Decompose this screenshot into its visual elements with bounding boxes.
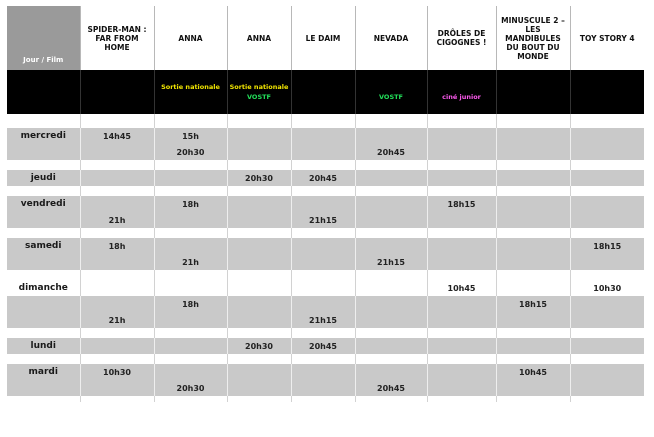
empty-cell: [291, 380, 355, 396]
empty-cell: [570, 338, 644, 354]
empty-cell: [80, 254, 154, 270]
spacer-cell: [427, 328, 496, 338]
empty-cell: [427, 296, 496, 312]
empty-cell: [227, 196, 291, 212]
empty-cell: [427, 212, 496, 228]
corner-label: Jour / Film: [7, 6, 80, 70]
release-info-band: [7, 70, 644, 114]
spacer-cell: [7, 396, 80, 402]
spacer-cell: [80, 228, 154, 238]
spacer-cell: [496, 228, 570, 238]
showtime: 15h: [154, 128, 227, 144]
band-cell: [154, 70, 227, 114]
empty-cell: [355, 196, 427, 212]
showtime: 18h: [154, 196, 227, 212]
showtime: 20h45: [291, 338, 355, 354]
spacer-cell: [570, 114, 644, 128]
spacer-cell: [496, 328, 570, 338]
showtime: 10h30: [570, 280, 644, 296]
empty-cell: [291, 364, 355, 380]
empty-cell: [570, 254, 644, 270]
day-cell: [7, 296, 80, 312]
showtime: 20h30: [227, 338, 291, 354]
spacer-cell: [227, 396, 291, 402]
empty-cell: [154, 312, 227, 328]
spacer-cell: [80, 270, 154, 280]
spacer-cell: [227, 160, 291, 170]
empty-cell: [154, 170, 227, 186]
spacer-cell: [291, 114, 355, 128]
showtime: 18h15: [570, 238, 644, 254]
showtime-row: [7, 296, 644, 312]
showtime: 21h15: [291, 312, 355, 328]
showtime: 20h45: [291, 170, 355, 186]
spacer-cell: [7, 160, 80, 170]
empty-cell: [427, 380, 496, 396]
spacer-cell: [154, 228, 227, 238]
spacer-cell: [291, 160, 355, 170]
spacer-cell: [227, 270, 291, 280]
showtime: 21h15: [355, 254, 427, 270]
spacer-cell: [7, 228, 80, 238]
day-spacer: [7, 354, 644, 364]
empty-cell: [154, 338, 227, 354]
empty-cell: [291, 280, 355, 296]
empty-cell: [496, 338, 570, 354]
spacer-cell: [427, 396, 496, 402]
film-title: SPIDER-MAN : FAR FROM HOME: [80, 6, 154, 70]
day-label: vendredi: [7, 196, 80, 212]
showtime-row: [7, 312, 644, 328]
spacer-cell: [7, 328, 80, 338]
spacer-cell: [496, 186, 570, 196]
empty-cell: [427, 364, 496, 380]
band-cell: [80, 70, 154, 114]
showtime-row: [7, 280, 644, 296]
spacer-cell: [154, 186, 227, 196]
empty-cell: [227, 212, 291, 228]
spacer-cell: [291, 354, 355, 364]
spacer-cell: [427, 160, 496, 170]
band-cell: [427, 70, 496, 114]
empty-cell: [427, 238, 496, 254]
spacer-cell: [154, 114, 227, 128]
spacer-cell: [7, 186, 80, 196]
empty-cell: [496, 212, 570, 228]
spacer-cell: [355, 114, 427, 128]
day-label: samedi: [7, 238, 80, 254]
film-title: MINUSCULE 2 – LES MANDIBULES DU BOUT DU MONDE: [496, 6, 570, 70]
film-title: TOY STORY 4: [570, 6, 644, 70]
vostf-label: VOSTF: [247, 93, 271, 101]
showtime: 18h15: [496, 296, 570, 312]
spacer-cell: [80, 328, 154, 338]
showtime: 20h30: [154, 144, 227, 160]
spacer-cell: [291, 396, 355, 402]
empty-cell: [80, 280, 154, 296]
empty-cell: [355, 338, 427, 354]
schedule-table: [7, 6, 644, 402]
spacer-cell: [154, 396, 227, 402]
empty-cell: [355, 170, 427, 186]
empty-cell: [427, 312, 496, 328]
day-spacer: [7, 160, 644, 170]
showtime-row: [7, 128, 644, 144]
showtime: 18h: [80, 238, 154, 254]
spacer-cell: [227, 354, 291, 364]
empty-cell: [355, 238, 427, 254]
spacer-cell: [570, 160, 644, 170]
showtime-row: [7, 338, 644, 354]
spacer-cell: [227, 114, 291, 128]
band-cell: [355, 70, 427, 114]
empty-cell: [355, 128, 427, 144]
cine-junior-label: ciné junior: [442, 93, 481, 101]
spacer-cell: [355, 396, 427, 402]
empty-cell: [80, 144, 154, 160]
spacer-cell: [427, 114, 496, 128]
spacer-cell: [154, 328, 227, 338]
spacer-cell: [154, 354, 227, 364]
showtime: 10h45: [496, 364, 570, 380]
band-cell: [7, 70, 80, 114]
empty-cell: [227, 380, 291, 396]
empty-cell: [291, 196, 355, 212]
empty-cell: [427, 170, 496, 186]
spacer-cell: [496, 270, 570, 280]
film-title: ANNA: [154, 6, 227, 70]
empty-cell: [291, 254, 355, 270]
showtime-row: [7, 238, 644, 254]
empty-cell: [496, 170, 570, 186]
showtime-row: [7, 170, 644, 186]
day-label: mercredi: [7, 128, 80, 144]
showtime-row: [7, 254, 644, 270]
empty-cell: [227, 238, 291, 254]
band-cell: [227, 70, 291, 114]
day-spacer: [7, 270, 644, 280]
empty-cell: [496, 144, 570, 160]
empty-cell: [570, 144, 644, 160]
spacer-cell: [291, 228, 355, 238]
empty-cell: [154, 212, 227, 228]
day-label: jeudi: [7, 170, 80, 186]
showtime: 21h: [80, 212, 154, 228]
empty-cell: [80, 170, 154, 186]
showtime: 20h30: [227, 170, 291, 186]
spacer-cell: [427, 186, 496, 196]
day-label: mardi: [7, 364, 80, 380]
empty-cell: [496, 238, 570, 254]
day-spacer: [7, 328, 644, 338]
empty-cell: [427, 338, 496, 354]
showtime: 21h: [154, 254, 227, 270]
spacer-cell: [355, 328, 427, 338]
empty-cell: [355, 312, 427, 328]
spacer-cell: [496, 396, 570, 402]
spacer-cell: [355, 160, 427, 170]
schedule-body: [7, 114, 644, 402]
spacer-cell: [355, 228, 427, 238]
spacer-cell: [570, 228, 644, 238]
day-spacer: [7, 186, 644, 196]
spacer-cell: [496, 354, 570, 364]
day-label: lundi: [7, 338, 80, 354]
showtime: 18h15: [427, 196, 496, 212]
band-cell: [291, 70, 355, 114]
spacer-cell: [570, 328, 644, 338]
spacer-cell: [227, 228, 291, 238]
empty-cell: [227, 296, 291, 312]
showtime: 14h45: [80, 128, 154, 144]
spacer-cell: [496, 114, 570, 128]
band-cell: [496, 70, 570, 114]
empty-cell: [291, 238, 355, 254]
empty-cell: [291, 144, 355, 160]
showtime-row: [7, 212, 644, 228]
day-spacer: [7, 396, 644, 402]
spacer-cell: [291, 328, 355, 338]
spacer-cell: [154, 270, 227, 280]
empty-cell: [154, 238, 227, 254]
film-title: DRÔLES DE CIGOGNES !: [427, 6, 496, 70]
showtime: 20h45: [355, 380, 427, 396]
empty-cell: [291, 296, 355, 312]
empty-cell: [570, 364, 644, 380]
showtime: 21h15: [291, 212, 355, 228]
empty-cell: [227, 312, 291, 328]
film-title: NEVADA: [355, 6, 427, 70]
sortie-nationale-label: Sortie nationale: [229, 83, 289, 91]
showtime: 20h30: [154, 380, 227, 396]
spacer-cell: [7, 270, 80, 280]
day-cell: [7, 254, 80, 270]
day-cell: [7, 144, 80, 160]
spacer-cell: [291, 270, 355, 280]
empty-cell: [355, 296, 427, 312]
empty-cell: [496, 380, 570, 396]
empty-cell: [80, 196, 154, 212]
empty-cell: [570, 170, 644, 186]
spacer-cell: [570, 186, 644, 196]
empty-cell: [227, 280, 291, 296]
day-label: dimanche: [7, 280, 80, 296]
spacer-cell: [570, 270, 644, 280]
spacer-cell: [427, 228, 496, 238]
showtime: 18h: [154, 296, 227, 312]
showtime-row: [7, 196, 644, 212]
empty-cell: [496, 196, 570, 212]
vostf-label: VOSTF: [379, 93, 403, 101]
showtime-row: [7, 364, 644, 380]
showtime: 10h30: [80, 364, 154, 380]
empty-cell: [355, 212, 427, 228]
empty-cell: [355, 364, 427, 380]
day-spacer: [7, 114, 644, 128]
empty-cell: [227, 128, 291, 144]
day-cell: [7, 312, 80, 328]
spacer-cell: [80, 160, 154, 170]
empty-cell: [427, 254, 496, 270]
day-cell: [7, 212, 80, 228]
spacer-cell: [7, 354, 80, 364]
spacer-cell: [80, 354, 154, 364]
empty-cell: [427, 144, 496, 160]
empty-cell: [496, 254, 570, 270]
empty-cell: [570, 312, 644, 328]
showtime: 20h45: [355, 144, 427, 160]
empty-cell: [291, 128, 355, 144]
empty-cell: [570, 296, 644, 312]
band-cell: [570, 70, 644, 114]
empty-cell: [154, 364, 227, 380]
spacer-cell: [427, 354, 496, 364]
showtime-row: [7, 380, 644, 396]
film-title: ANNA: [227, 6, 291, 70]
spacer-cell: [427, 270, 496, 280]
empty-cell: [427, 128, 496, 144]
spacer-cell: [80, 114, 154, 128]
spacer-cell: [80, 396, 154, 402]
empty-cell: [570, 380, 644, 396]
empty-cell: [80, 296, 154, 312]
sortie-nationale-label: Sortie nationale: [161, 83, 220, 91]
spacer-cell: [355, 270, 427, 280]
film-header-row: [7, 6, 644, 70]
spacer-cell: [7, 114, 80, 128]
empty-cell: [570, 212, 644, 228]
empty-cell: [80, 338, 154, 354]
spacer-cell: [154, 160, 227, 170]
showtime: 21h: [80, 312, 154, 328]
spacer-cell: [496, 160, 570, 170]
spacer-cell: [570, 354, 644, 364]
empty-cell: [227, 364, 291, 380]
empty-cell: [154, 280, 227, 296]
spacer-cell: [227, 186, 291, 196]
empty-cell: [496, 312, 570, 328]
empty-cell: [496, 280, 570, 296]
spacer-cell: [570, 396, 644, 402]
spacer-cell: [355, 354, 427, 364]
empty-cell: [355, 280, 427, 296]
showtime-row: [7, 144, 644, 160]
spacer-cell: [355, 186, 427, 196]
empty-cell: [570, 196, 644, 212]
empty-cell: [570, 128, 644, 144]
showtime: 10h45: [427, 280, 496, 296]
day-spacer: [7, 228, 644, 238]
day-cell: [7, 380, 80, 396]
film-title: LE DAIM: [291, 6, 355, 70]
empty-cell: [227, 254, 291, 270]
spacer-cell: [227, 328, 291, 338]
spacer-cell: [80, 186, 154, 196]
empty-cell: [80, 380, 154, 396]
empty-cell: [227, 144, 291, 160]
spacer-cell: [291, 186, 355, 196]
empty-cell: [496, 128, 570, 144]
